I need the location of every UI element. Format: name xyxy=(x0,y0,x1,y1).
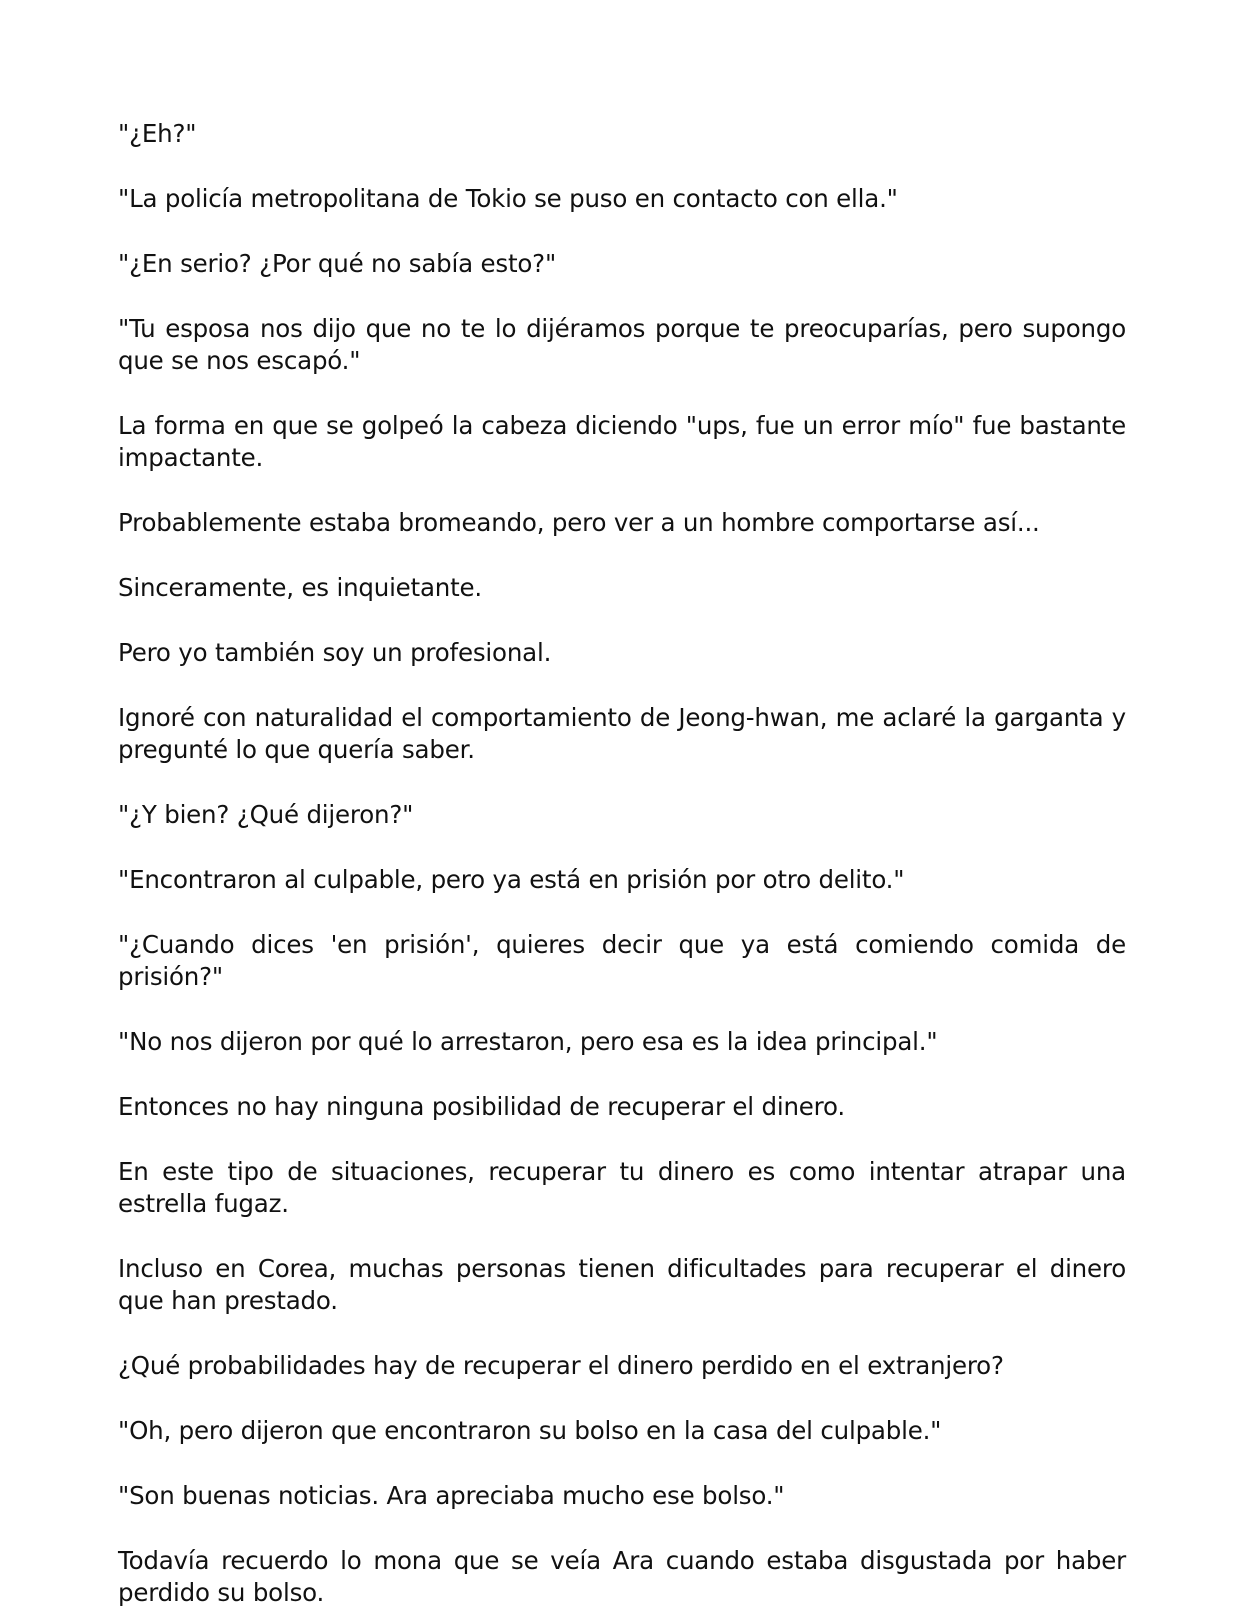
paragraph-15: En este tipo de situaciones, recuperar tu dinero es como intentar atrapar una estrella fugaz. xyxy=(118,1157,1126,1218)
paragraph-5: La forma en que se golpeó la cabeza diciendo "ups, fue un error mío" fue bastante impactante. xyxy=(118,411,1126,472)
paragraph-11: "Encontraron al culpable, pero ya está en prisión por otro delito." xyxy=(118,865,905,894)
paragraph-2: "La policía metropolitana de Tokio se puso en contacto con ella." xyxy=(118,184,898,213)
paragraph-12: "¿Cuando dices 'en prisión', quieres decir que ya está comiendo comida de prisión?" xyxy=(118,930,1126,991)
paragraph-17: ¿Qué probabilidades hay de recuperar el dinero perdido en el extranjero? xyxy=(118,1351,1004,1380)
document-body xyxy=(118,118,1126,1609)
paragraph-20: Todavía recuerdo lo mona que se veía Ara cuando estaba disgustada por haber perdido su bolso. xyxy=(118,1546,1126,1607)
paragraph-4: "Tu esposa nos dijo que no te lo dijéramos porque te preocuparías, pero supongo que se nos escapó." xyxy=(118,314,1126,375)
paragraph-18: "Oh, pero dijeron que encontraron su bolso en la casa del culpable." xyxy=(118,1416,942,1445)
paragraph-16: Incluso en Corea, muchas personas tienen dificultades para recuperar el dinero que han prestado. xyxy=(118,1254,1126,1315)
paragraph-14: Entonces no hay ninguna posibilidad de recuperar el dinero. xyxy=(118,1092,845,1121)
paragraph-3: "¿En serio? ¿Por qué no sabía esto?" xyxy=(118,249,557,278)
paragraph-6: Probablemente estaba bromeando, pero ver a un hombre comportarse así... xyxy=(118,508,1040,537)
paragraph-1: "¿Eh?" xyxy=(118,119,197,148)
paragraph-7: Sinceramente, es inquietante. xyxy=(118,573,482,602)
paragraph-9: Ignoré con naturalidad el comportamiento de Jeong-hwan, me aclaré la garganta y pregunté lo que quería saber. xyxy=(118,703,1126,764)
paragraph-19: "Son buenas noticias. Ara apreciaba mucho ese bolso." xyxy=(118,1481,785,1510)
paragraph-10: "¿Y bien? ¿Qué dijeron?" xyxy=(118,800,414,829)
paragraph-8: Pero yo también soy un profesional. xyxy=(118,638,552,667)
paragraph-13: "No nos dijeron por qué lo arrestaron, pero esa es la idea principal." xyxy=(118,1027,938,1056)
